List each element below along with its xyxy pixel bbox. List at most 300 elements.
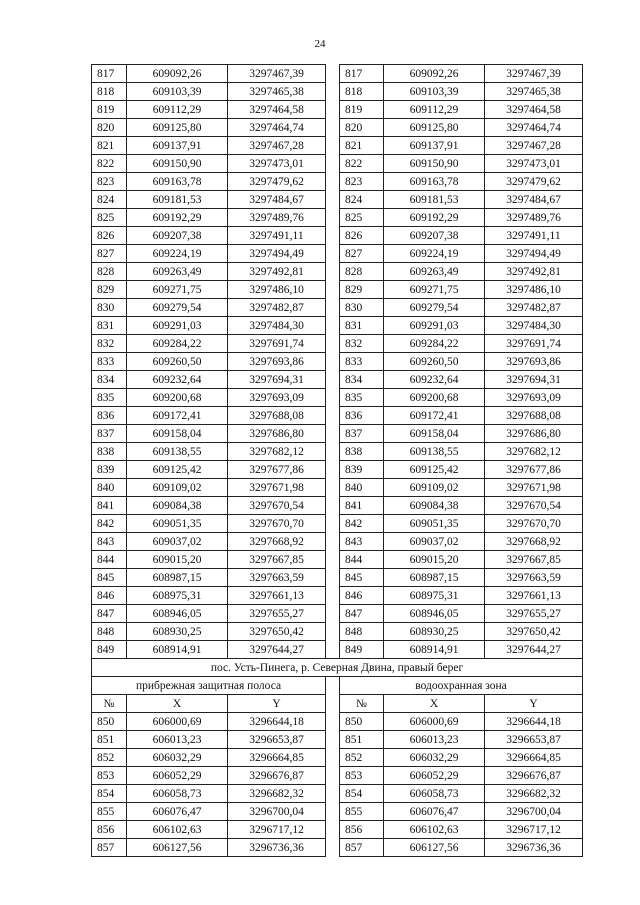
x-coordinate: 606127,56: [127, 839, 228, 857]
x-coordinate: 609037,02: [384, 533, 485, 551]
gap-cell: [326, 713, 340, 731]
x-coordinate: 609150,90: [384, 155, 485, 173]
table-row: [92, 803, 583, 821]
table-row: [92, 839, 583, 857]
y-coordinate: 3296664,85: [228, 749, 326, 767]
x-coordinate: 606032,29: [384, 749, 485, 767]
page-number: 24: [314, 38, 326, 50]
point-number: 840: [340, 479, 384, 497]
gap-cell: [326, 479, 340, 497]
location-title: пос. Усть-Пинега, р. Северная Двина, правый берег: [92, 659, 583, 677]
point-number: 837: [340, 425, 384, 443]
y-coordinate: 3297644,27: [485, 641, 583, 659]
gap-cell: [326, 443, 340, 461]
y-coordinate: 3297479,62: [485, 173, 583, 191]
x-coordinate: 609181,53: [384, 191, 485, 209]
point-number: 857: [92, 839, 127, 857]
y-coordinate: 3297686,80: [485, 425, 583, 443]
y-coordinate: 3297670,70: [228, 515, 326, 533]
y-coordinate: 3297686,80: [228, 425, 326, 443]
left-header-number: №: [92, 695, 127, 713]
y-coordinate: 3297473,01: [485, 155, 583, 173]
table-row: [92, 641, 583, 659]
gap-cell: [326, 173, 340, 191]
point-number: 847: [340, 605, 384, 623]
point-number: 819: [340, 101, 384, 119]
point-number: 853: [340, 767, 384, 785]
x-coordinate: 606102,63: [384, 821, 485, 839]
gap-cell: [326, 101, 340, 119]
point-number: 835: [92, 389, 127, 407]
table-row: [92, 623, 583, 641]
table-row: [92, 479, 583, 497]
point-number: 834: [92, 371, 127, 389]
x-coordinate: 609084,38: [127, 497, 228, 515]
point-number: 840: [92, 479, 127, 497]
x-coordinate: 608975,31: [127, 587, 228, 605]
table-row: [92, 263, 583, 281]
point-number: 817: [340, 65, 384, 83]
y-coordinate: 3297670,54: [485, 497, 583, 515]
point-number: 855: [340, 803, 384, 821]
point-number: 831: [92, 317, 127, 335]
point-number: 823: [340, 173, 384, 191]
x-coordinate: 608987,15: [384, 569, 485, 587]
y-coordinate: 3297484,30: [485, 317, 583, 335]
y-coordinate: 3297688,08: [228, 407, 326, 425]
table-body-top: [92, 65, 583, 659]
y-coordinate: 3296700,04: [485, 803, 583, 821]
table-body-bottom: [92, 713, 583, 857]
point-number: 817: [92, 65, 127, 83]
y-coordinate: 3297465,38: [228, 83, 326, 101]
x-coordinate: 609232,64: [384, 371, 485, 389]
y-coordinate: 3296653,87: [485, 731, 583, 749]
y-coordinate: 3297661,13: [228, 587, 326, 605]
y-coordinate: 3297670,70: [485, 515, 583, 533]
y-coordinate: 3297671,98: [485, 479, 583, 497]
x-coordinate: 609284,22: [384, 335, 485, 353]
x-coordinate: 609260,50: [384, 353, 485, 371]
y-coordinate: 3297464,58: [485, 101, 583, 119]
point-number: 848: [92, 623, 127, 641]
point-number: 842: [340, 515, 384, 533]
left-header-x: X: [127, 695, 228, 713]
table-row: [92, 605, 583, 623]
table-row: [92, 155, 583, 173]
x-coordinate: 606076,47: [384, 803, 485, 821]
gap-cell: [326, 497, 340, 515]
point-number: 847: [92, 605, 127, 623]
y-coordinate: 3297663,59: [228, 569, 326, 587]
gap-cell: [326, 389, 340, 407]
y-coordinate: 3297464,74: [228, 119, 326, 137]
y-coordinate: 3297473,01: [228, 155, 326, 173]
point-number: 851: [340, 731, 384, 749]
x-coordinate: 609192,29: [127, 209, 228, 227]
x-coordinate: 609279,54: [384, 299, 485, 317]
gap-cell: [326, 821, 340, 839]
point-number: 845: [92, 569, 127, 587]
x-coordinate: 609207,38: [127, 227, 228, 245]
x-coordinate: 606000,69: [384, 713, 485, 731]
gap-cell: [326, 569, 340, 587]
table-row: [92, 533, 583, 551]
point-number: 852: [92, 749, 127, 767]
table-row: [92, 587, 583, 605]
gap-cell: [326, 623, 340, 641]
gap-cell: [326, 371, 340, 389]
y-coordinate: 3297693,09: [228, 389, 326, 407]
point-number: 828: [92, 263, 127, 281]
point-number: 832: [92, 335, 127, 353]
point-number: 857: [340, 839, 384, 857]
point-number: 825: [340, 209, 384, 227]
point-number: 819: [92, 101, 127, 119]
point-number: 845: [340, 569, 384, 587]
y-coordinate: 3297484,67: [485, 191, 583, 209]
x-coordinate: 609150,90: [127, 155, 228, 173]
y-coordinate: 3297691,74: [485, 335, 583, 353]
x-coordinate: 609103,39: [127, 83, 228, 101]
y-coordinate: 3297671,98: [228, 479, 326, 497]
y-coordinate: 3297655,27: [228, 605, 326, 623]
gap-cell: [326, 551, 340, 569]
x-coordinate: 609200,68: [384, 389, 485, 407]
x-coordinate: 609125,80: [384, 119, 485, 137]
point-number: 850: [92, 713, 127, 731]
point-number: 821: [92, 137, 127, 155]
x-coordinate: 606052,29: [384, 767, 485, 785]
x-coordinate: 609037,02: [127, 533, 228, 551]
x-coordinate: 609260,50: [127, 353, 228, 371]
y-coordinate: 3296676,87: [228, 767, 326, 785]
x-coordinate: 609092,26: [384, 65, 485, 83]
point-number: 820: [92, 119, 127, 137]
x-coordinate: 606032,29: [127, 749, 228, 767]
table-row: [92, 785, 583, 803]
y-coordinate: 3297482,87: [228, 299, 326, 317]
y-coordinate: 3297691,74: [228, 335, 326, 353]
x-coordinate: 609137,91: [127, 137, 228, 155]
point-number: 850: [340, 713, 384, 731]
y-coordinate: 3297464,58: [228, 101, 326, 119]
point-number: 830: [340, 299, 384, 317]
table-row: [92, 569, 583, 587]
x-coordinate: 609181,53: [127, 191, 228, 209]
y-coordinate: 3297489,76: [228, 209, 326, 227]
y-coordinate: 3297694,31: [485, 371, 583, 389]
y-coordinate: 3297650,42: [485, 623, 583, 641]
point-number: 856: [340, 821, 384, 839]
gap-cell: [326, 299, 340, 317]
point-number: 851: [92, 731, 127, 749]
table-row: [92, 371, 583, 389]
point-number: 831: [340, 317, 384, 335]
y-coordinate: 3297491,11: [485, 227, 583, 245]
x-coordinate: 608975,31: [384, 587, 485, 605]
table-row: [92, 191, 583, 209]
y-coordinate: 3297492,81: [228, 263, 326, 281]
x-coordinate: 609291,03: [127, 317, 228, 335]
x-coordinate: 609051,35: [127, 515, 228, 533]
point-number: 841: [92, 497, 127, 515]
point-number: 836: [340, 407, 384, 425]
y-coordinate: 3297661,13: [485, 587, 583, 605]
table-row: [92, 227, 583, 245]
y-coordinate: 3297688,08: [485, 407, 583, 425]
y-coordinate: 3297484,67: [228, 191, 326, 209]
point-number: 829: [340, 281, 384, 299]
table-row: [92, 245, 583, 263]
x-coordinate: 609125,80: [127, 119, 228, 137]
gap-cell: [326, 263, 340, 281]
y-coordinate: 3297667,85: [228, 551, 326, 569]
table-row: [92, 299, 583, 317]
y-coordinate: 3296682,32: [228, 785, 326, 803]
x-coordinate: 609291,03: [384, 317, 485, 335]
table-row: [92, 821, 583, 839]
y-coordinate: 3297644,27: [228, 641, 326, 659]
x-coordinate: 609138,55: [384, 443, 485, 461]
y-coordinate: 3297467,39: [485, 65, 583, 83]
gap-cell: [326, 533, 340, 551]
point-number: 854: [340, 785, 384, 803]
right-header-number: №: [340, 695, 384, 713]
table-row: [92, 515, 583, 533]
x-coordinate: 609207,38: [384, 227, 485, 245]
table-row: [92, 461, 583, 479]
x-coordinate: 609109,02: [127, 479, 228, 497]
right-zone-title: водоохранная зона: [340, 677, 583, 695]
table-row: [92, 551, 583, 569]
x-coordinate: 609084,38: [384, 497, 485, 515]
table-heading: [92, 659, 583, 713]
x-coordinate: 609163,78: [384, 173, 485, 191]
y-coordinate: 3296736,36: [228, 839, 326, 857]
table-row: [92, 209, 583, 227]
point-number: 843: [340, 533, 384, 551]
x-coordinate: 609112,29: [127, 101, 228, 119]
y-coordinate: 3297670,54: [228, 497, 326, 515]
gap-cell: [326, 245, 340, 263]
table-row: [92, 281, 583, 299]
point-number: 833: [340, 353, 384, 371]
y-coordinate: 3296644,18: [485, 713, 583, 731]
y-coordinate: 3297465,38: [485, 83, 583, 101]
y-coordinate: 3296736,36: [485, 839, 583, 857]
x-coordinate: 609051,35: [384, 515, 485, 533]
gap-cell: [326, 281, 340, 299]
table-row: [92, 173, 583, 191]
x-coordinate: 609192,29: [384, 209, 485, 227]
x-coordinate: 609125,42: [384, 461, 485, 479]
x-coordinate: 609263,49: [384, 263, 485, 281]
point-number: 844: [92, 551, 127, 569]
gap-cell: [326, 839, 340, 857]
y-coordinate: 3297693,86: [485, 353, 583, 371]
x-coordinate: 609224,19: [384, 245, 485, 263]
y-coordinate: 3297467,28: [228, 137, 326, 155]
point-number: 827: [340, 245, 384, 263]
gap-cell: [326, 461, 340, 479]
y-coordinate: 3297677,86: [485, 461, 583, 479]
gap-cell: [326, 767, 340, 785]
right-header-x: X: [384, 695, 485, 713]
point-number: 826: [340, 227, 384, 245]
point-number: 832: [340, 335, 384, 353]
table-row: [92, 353, 583, 371]
point-number: 839: [92, 461, 127, 479]
gap-cell: [326, 335, 340, 353]
point-number: 853: [92, 767, 127, 785]
y-coordinate: 3297467,28: [485, 137, 583, 155]
x-coordinate: 609224,19: [127, 245, 228, 263]
y-coordinate: 3297494,49: [485, 245, 583, 263]
x-coordinate: 609279,54: [127, 299, 228, 317]
table-row: [92, 497, 583, 515]
y-coordinate: 3297693,86: [228, 353, 326, 371]
y-coordinate: 3297491,11: [228, 227, 326, 245]
left-zone-title: прибрежная защитная полоса: [92, 677, 326, 695]
y-coordinate: 3297655,27: [485, 605, 583, 623]
x-coordinate: 606052,29: [127, 767, 228, 785]
gap-cell: [326, 83, 340, 101]
y-coordinate: 3296700,04: [228, 803, 326, 821]
x-coordinate: 606013,23: [127, 731, 228, 749]
left-header-y: Y: [228, 695, 326, 713]
point-number: 849: [340, 641, 384, 659]
point-number: 838: [340, 443, 384, 461]
x-coordinate: 609172,41: [384, 407, 485, 425]
column-header-row: [92, 695, 583, 713]
x-coordinate: 608930,25: [384, 623, 485, 641]
x-coordinate: 606058,73: [127, 785, 228, 803]
gap-cell: [326, 209, 340, 227]
x-coordinate: 609138,55: [127, 443, 228, 461]
point-number: 854: [92, 785, 127, 803]
point-number: 818: [92, 83, 127, 101]
y-coordinate: 3296644,18: [228, 713, 326, 731]
gap-cell: [326, 515, 340, 533]
x-coordinate: 606058,73: [384, 785, 485, 803]
y-coordinate: 3296664,85: [485, 749, 583, 767]
x-coordinate: 608930,25: [127, 623, 228, 641]
x-coordinate: 606127,56: [384, 839, 485, 857]
gap-cell: [326, 677, 340, 695]
x-coordinate: 609109,02: [384, 479, 485, 497]
point-number: 836: [92, 407, 127, 425]
table-row: [92, 443, 583, 461]
y-coordinate: 3297486,10: [485, 281, 583, 299]
y-coordinate: 3297650,42: [228, 623, 326, 641]
point-number: 849: [92, 641, 127, 659]
gap-cell: [326, 227, 340, 245]
x-coordinate: 609125,42: [127, 461, 228, 479]
gap-cell: [326, 641, 340, 659]
y-coordinate: 3296717,12: [485, 821, 583, 839]
point-number: 839: [340, 461, 384, 479]
point-number: 820: [340, 119, 384, 137]
x-coordinate: 609112,29: [384, 101, 485, 119]
point-number: 848: [340, 623, 384, 641]
y-coordinate: 3297682,12: [228, 443, 326, 461]
point-number: 846: [92, 587, 127, 605]
gap-cell: [326, 155, 340, 173]
x-coordinate: 608987,15: [127, 569, 228, 587]
x-coordinate: 609158,04: [127, 425, 228, 443]
y-coordinate: 3297492,81: [485, 263, 583, 281]
y-coordinate: 3296682,32: [485, 785, 583, 803]
zone-title-row: [92, 677, 583, 695]
x-coordinate: 609200,68: [127, 389, 228, 407]
y-coordinate: 3296676,87: [485, 767, 583, 785]
location-title-row: [92, 659, 583, 677]
point-number: 856: [92, 821, 127, 839]
x-coordinate: 608946,05: [127, 605, 228, 623]
gap-cell: [326, 587, 340, 605]
gap-cell: [326, 425, 340, 443]
y-coordinate: 3297464,74: [485, 119, 583, 137]
coordinates-table: [91, 64, 583, 857]
y-coordinate: 3297663,59: [485, 569, 583, 587]
table-row: [92, 767, 583, 785]
x-coordinate: 606076,47: [127, 803, 228, 821]
x-coordinate: 609015,20: [384, 551, 485, 569]
x-coordinate: 609015,20: [127, 551, 228, 569]
table-row: [92, 335, 583, 353]
table-row: [92, 83, 583, 101]
x-coordinate: 608914,91: [384, 641, 485, 659]
y-coordinate: 3297668,92: [228, 533, 326, 551]
x-coordinate: 606102,63: [127, 821, 228, 839]
gap-cell: [326, 317, 340, 335]
point-number: 827: [92, 245, 127, 263]
table-row: [92, 317, 583, 335]
point-number: 821: [340, 137, 384, 155]
y-coordinate: 3297482,87: [485, 299, 583, 317]
point-number: 833: [92, 353, 127, 371]
y-coordinate: 3297489,76: [485, 209, 583, 227]
y-coordinate: 3296717,12: [228, 821, 326, 839]
y-coordinate: 3297467,39: [228, 65, 326, 83]
y-coordinate: 3297693,09: [485, 389, 583, 407]
x-coordinate: 609284,22: [127, 335, 228, 353]
table-row: [92, 713, 583, 731]
point-number: 830: [92, 299, 127, 317]
table-row: [92, 389, 583, 407]
point-number: 838: [92, 443, 127, 461]
gap-cell: [326, 749, 340, 767]
table-row: [92, 101, 583, 119]
x-coordinate: 606000,69: [127, 713, 228, 731]
table-row: [92, 731, 583, 749]
point-number: 842: [92, 515, 127, 533]
point-number: 829: [92, 281, 127, 299]
point-number: 818: [340, 83, 384, 101]
point-number: 824: [92, 191, 127, 209]
y-coordinate: 3297484,30: [228, 317, 326, 335]
point-number: 843: [92, 533, 127, 551]
point-number: 826: [92, 227, 127, 245]
x-coordinate: 606013,23: [384, 731, 485, 749]
y-coordinate: 3297486,10: [228, 281, 326, 299]
gap-cell: [326, 785, 340, 803]
x-coordinate: 609232,64: [127, 371, 228, 389]
x-coordinate: 609092,26: [127, 65, 228, 83]
point-number: 822: [340, 155, 384, 173]
x-coordinate: 609263,49: [127, 263, 228, 281]
